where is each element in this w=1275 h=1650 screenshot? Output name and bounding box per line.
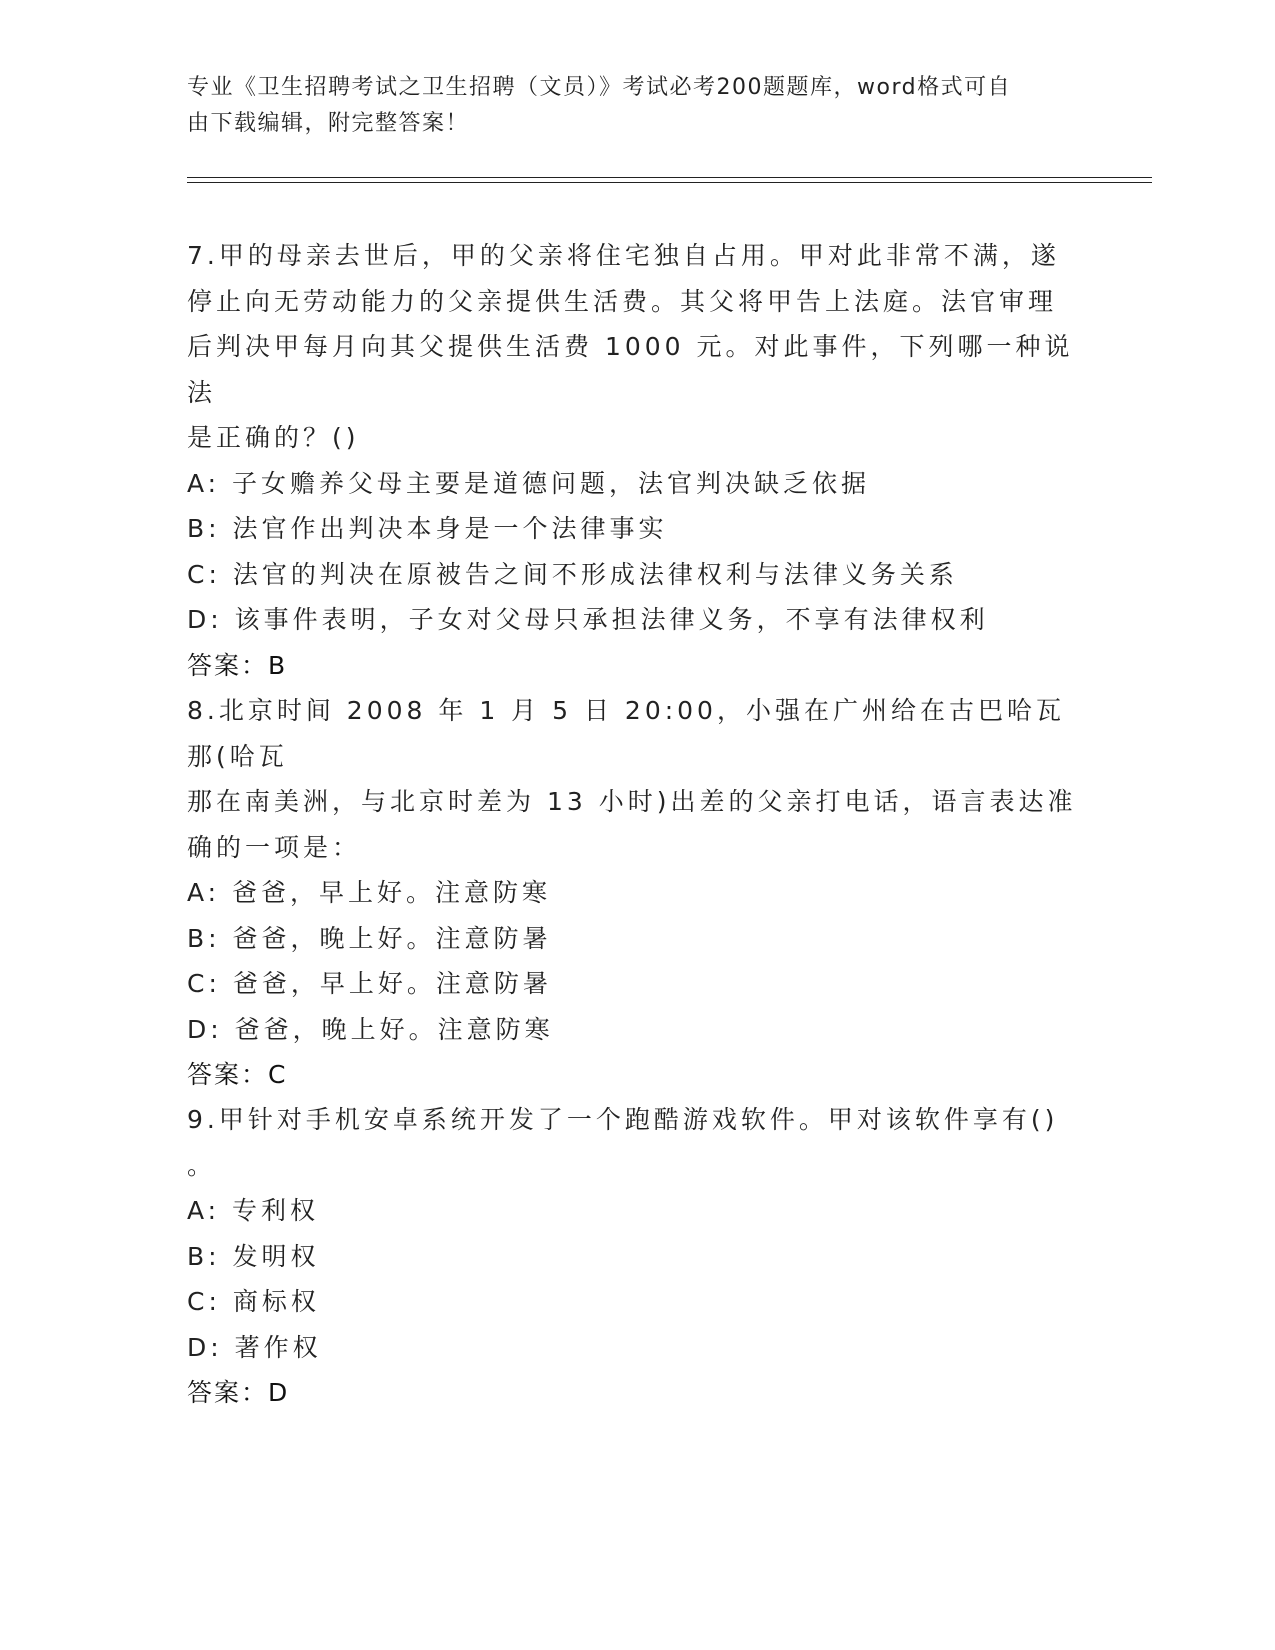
option-d: D: 爸爸，晚上好。注意防寒 [187,1014,554,1044]
question-8 [187,688,1087,1098]
question-stem-line: 8.北京时间 2008 年 1 月 5 日 20:00，小强在广州给在古巴哈瓦那(哈瓦 [187,696,1065,771]
question-stem-line: 。 [187,1150,217,1180]
option-b: B: 法官作出判决本身是一个法律事实 [187,514,668,543]
option-c: C: 法官的判决在原被告之间不形成法律权利与法律义务关系 [187,559,958,589]
option-a: A: 爸爸，早上好。注意防寒 [187,878,552,907]
question-7 [187,233,1087,688]
header-title-line-2: 由下载编辑，附完整答案！ [187,111,470,136]
option-a: A: 专利权 [187,1196,320,1225]
question-stem-line: 7.甲的母亲去世后，甲的父亲将住宅独自占用。甲对此非常不满，遂 [187,241,1060,270]
question-stem-line: 停止向无劳动能力的父亲提供生活费。其父将甲告上法庭。法官审理 [187,286,1058,316]
question-stem-line: 确的一项是： [187,832,362,862]
question-stem-line: 9.甲针对手机安卓系统开发了一个跑酷游戏软件。甲对该软件享有() [187,1105,1059,1134]
question-9 [187,1097,1087,1416]
answer-label: 答案：D [187,1378,290,1407]
header-divider-bottom [187,182,1152,183]
option-c: C: 商标权 [187,1287,320,1316]
header-divider-top [187,177,1152,178]
option-a: A: 子女赡养父母主要是道德问题，法官判决缺乏依据 [187,468,871,498]
answer-label: 答案：B [187,650,288,680]
option-b: B: 发明权 [187,1241,320,1271]
option-c: C: 爸爸，早上好。注意防暑 [187,969,552,998]
option-d: D: 该事件表明，子女对父母只承担法律义务，不享有法律权利 [187,605,989,634]
option-b: B: 爸爸，晚上好。注意防暑 [187,923,552,953]
header-title-line-1: 专业《卫生招聘考试之卫生招聘（文员）》考试必考200题题库，word格式可自 [187,75,1012,100]
question-stem-line: 那在南美洲，与北京时差为 13 小时)出差的父亲打电话，语言表达准 [187,787,1077,816]
question-stem-line: 后判决甲每月向其父提供生活费 1000 元。对此事件，下列哪一种说法 [187,332,1074,407]
question-stem-line: 是正确的？() [187,423,360,452]
option-d: D: 著作权 [187,1332,322,1362]
answer-label: 答案：C [187,1060,288,1089]
document-header [187,70,1067,142]
